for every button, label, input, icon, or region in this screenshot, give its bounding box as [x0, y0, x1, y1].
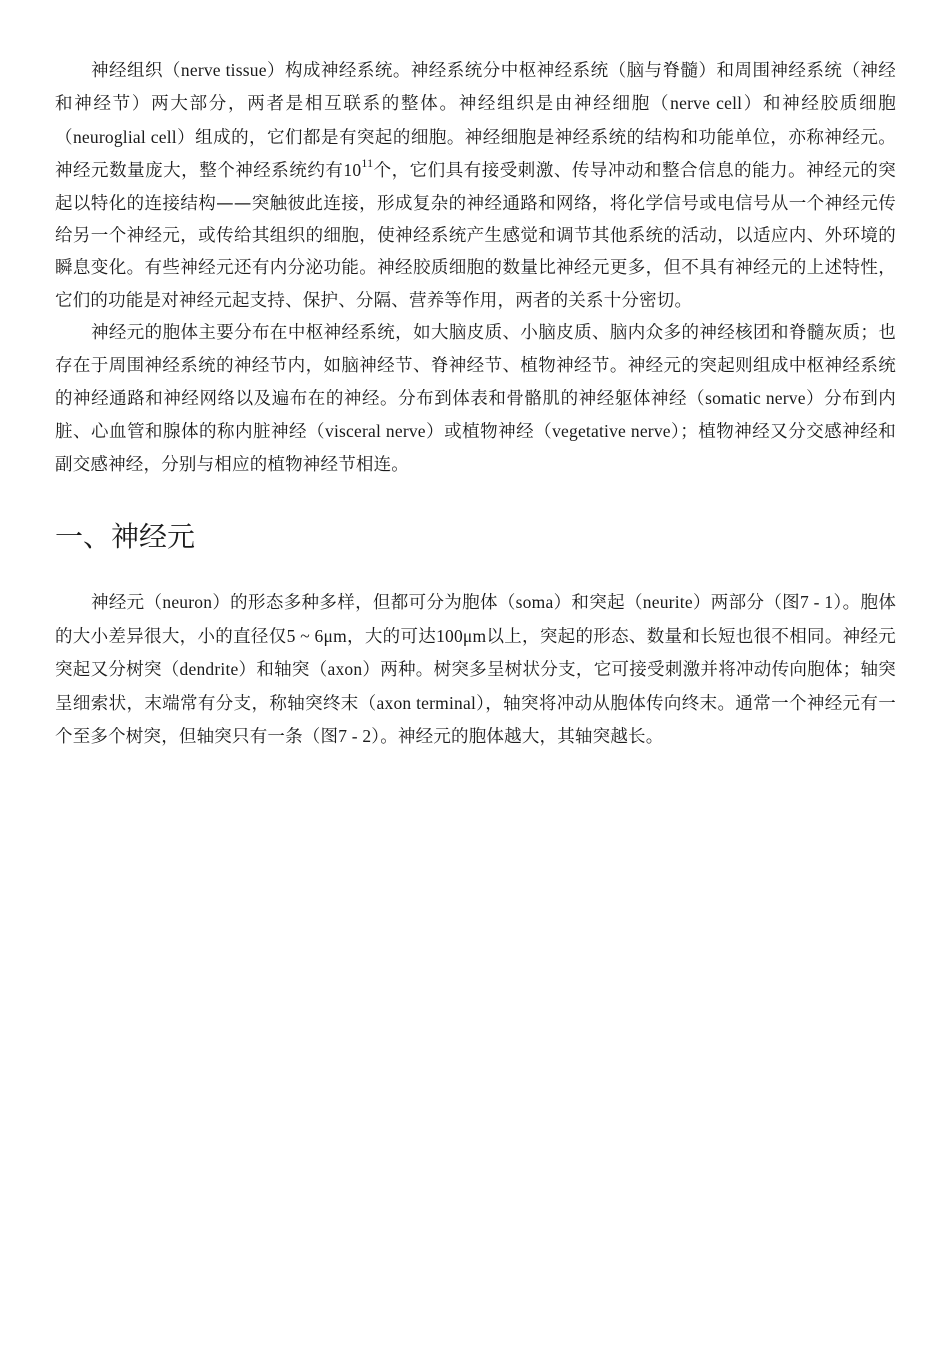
term-neuroglial-cell: neuroglial cell	[72, 126, 177, 147]
term-neurite: neurite	[642, 592, 693, 613]
text: 神经元（	[91, 593, 163, 614]
text: ）的形态多种多样，但都可分为胞体（	[212, 593, 516, 614]
text: ）构成神经系统。神经系统分中枢神经系统（脑与脊髓）和周围神经系统（神经和神经节）两大部分，两者是相互联系的整体。神经组织是由神经细胞（	[55, 61, 897, 115]
paragraph-neuron-distribution	[55, 317, 896, 481]
document-page	[55, 54, 896, 753]
paragraph-nerve-tissue	[55, 54, 896, 317]
term-nerve-tissue: nerve tissue	[180, 60, 267, 80]
figure-ref: 7 - 1	[800, 592, 834, 613]
term-nerve-cell: nerve cell	[670, 93, 743, 114]
figure-ref: 7 - 2	[338, 725, 372, 746]
text: 神经组织（	[91, 61, 181, 81]
term-vegetative-nerve: vegetative nerve	[552, 421, 671, 442]
paragraph-neuron-morphology	[55, 586, 896, 753]
text: ）和轴突（	[238, 660, 328, 681]
number-base: 10	[343, 160, 362, 181]
section-heading: 一、神经元	[55, 520, 196, 554]
measurement-large: 100μm	[436, 625, 487, 646]
text: ）和突起（	[553, 593, 643, 614]
text: 以上，突起的形态、数量和长短也很不相同。神经元突起又分树突（	[55, 626, 896, 681]
text: ）。神经元的胞体越大，其轴突越长。	[371, 726, 664, 747]
term-axon: axon	[327, 659, 363, 680]
text: ），轴突将冲动从胞体传向终末。通常一个神经元有一个至多个树突，但轴突只有一条（图	[55, 693, 896, 747]
term-axon-terminal: axon terminal	[376, 692, 477, 713]
text: ）和神经胶质细胞（	[55, 94, 896, 148]
text: ）组成的，它们都是有突起的细胞。神经细胞是神经系统的结构和功能单位，亦称神经元。神经元数量庞大，整个神经系统约有	[55, 127, 897, 182]
text: ）两种。树突多呈树状分支，它可接受刺激并将冲动传向胞体；轴突呈细索状，末端常有分支，称轴突终末（	[55, 660, 897, 714]
term-neuron: neuron	[162, 592, 213, 613]
text: ，大的可达	[346, 626, 437, 647]
term-visceral-nerve: visceral nerve	[325, 421, 426, 442]
text: 神经元的胞体主要分布在中枢神经系统，如大脑皮质、小脑皮质、脑内众多的神经核团和脊髓灰质；也存在于周围神经系统的神经节内，如脑神经节、脊神经节、植物神经节。神经元的突起则组成中枢神经系统的神经通路和神经网络以及遍布在的神经。分布到体表和骨骼肌的神经躯体神经（	[55, 323, 896, 410]
term-soma: soma	[515, 592, 554, 613]
text: ）分布到内脏、心血管和腺体的称内脏神经（	[55, 389, 897, 443]
text: ）两部分（图	[692, 593, 801, 614]
text: 个，它们具有接受刺激、传导冲动和整合信息的能力。神经元的突起以特化的连接结构——突触彼此连接，形成复杂的神经通路和网络，将化学信号或电信号从一个神经元传给另一个神经元，或传给其组织的细胞，使神经系统产生感觉和调节其他系统的活动，以适应内、外环境的瞬息变化。有些神经元还有内分泌功能。神经胶质细胞的数量比神经元更多，但不具有神经元的上述特性，它们的功能是对神经元起支持、保护、分隔、营养等作用，两者的关系十分密切。	[55, 161, 896, 311]
text: ）。胞体的大小差异很大，小的直径仅	[55, 593, 897, 647]
term-somatic-nerve: somatic nerve	[705, 388, 806, 409]
text: ）；植物神经又分交感神经和副交感神经，分别与相应的植物神经节相连。	[55, 422, 897, 475]
measurement-small: 5 ~ 6μm	[286, 625, 347, 646]
number-exponent: 11	[361, 156, 374, 171]
text: ）或植物神经（	[425, 422, 553, 443]
term-dendrite: dendrite	[179, 659, 239, 680]
